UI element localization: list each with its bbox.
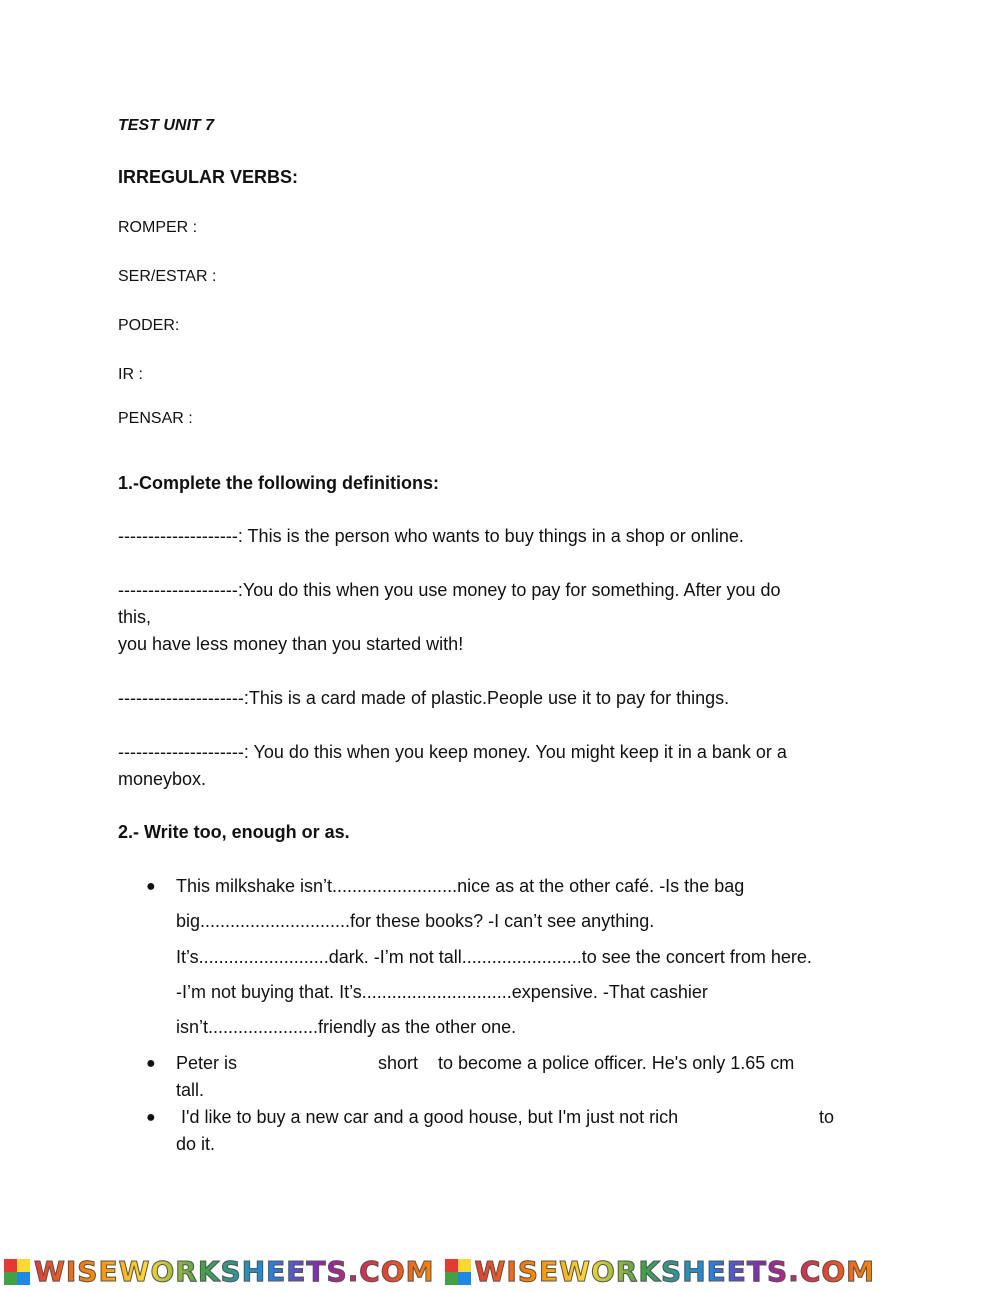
bullet-1-line-2: big..............................for these books? -I can’t see anything. (176, 911, 655, 931)
bullet-icon: ● (146, 878, 156, 895)
bullet-3-line-2: do it. (176, 1134, 216, 1154)
definition-4-line-2: moneybox. (118, 769, 207, 789)
definition-1: --------------------: This is the person who wants to buy things in a shop or online. (118, 526, 744, 546)
bullet-icon: ● (146, 1109, 156, 1126)
watermark-text: WISEWORKSHEETS.COM (34, 1255, 435, 1288)
bullet-1-line-5: isn’t......................friendly as the other one. (176, 1017, 517, 1037)
definition-4-line-1: ---------------------: You do this when you keep money. You might keep it in a bank or a (118, 742, 787, 762)
bullet-icon: ● (146, 1055, 156, 1072)
bullet-3-part-2: to (819, 1107, 835, 1127)
irregular-verbs-heading: IRREGULAR VERBS: (118, 167, 299, 187)
verb-ir: IR : (118, 366, 143, 383)
verb-ser-estar: SER/ESTAR : (118, 268, 217, 285)
section1-heading: 1.-Complete the following definitions: (118, 473, 439, 493)
definition-2-line-2: this, (118, 607, 152, 627)
watermark-text: WISEWORKSHEETS.COM (474, 1255, 876, 1288)
verb-romper: ROMPER : (118, 219, 198, 236)
definition-2-line-3: you have less money than you started with! (118, 634, 464, 654)
bullet-1-line-4: -I’m not buying that. It’s..............................expensive. -That cashier (176, 982, 708, 1002)
definition-2-line-1: --------------------:You do this when you use money to pay for something. After you do (118, 580, 781, 600)
watermark-group (4, 1255, 435, 1288)
bullet-2-part-1: Peter is (176, 1053, 238, 1073)
wise-logo-icon (4, 1259, 30, 1285)
definition-3: ---------------------:This is a card made of plastic.People use it to pay for things. (118, 688, 730, 708)
wise-logo-icon (445, 1259, 471, 1285)
bullet-2-part-3: to become a police officer. He's only 1.65 cm (438, 1053, 795, 1073)
bullet-3-part-1: I'd like to buy a new car and a good house, but I'm just not rich (181, 1107, 679, 1127)
bullet-1-line-3: It’s..........................dark. -I’m not tall........................to see the concert from here. (176, 947, 812, 967)
bullet-1-line-1: This milkshake isn’t.........................nice as at the other café. -Is the bag (176, 876, 745, 896)
section2-heading: 2.- Write too, enough or as. (118, 822, 350, 842)
test-title: TEST UNIT 7 (118, 117, 215, 134)
verb-poder: PODER: (118, 317, 180, 334)
bullet-2-line-2: tall. (176, 1080, 205, 1100)
watermark-banner (0, 1252, 1000, 1291)
bullet-2-part-2: short (378, 1053, 419, 1073)
watermark-group (445, 1255, 876, 1288)
verb-pensar: PENSAR : (118, 410, 193, 427)
